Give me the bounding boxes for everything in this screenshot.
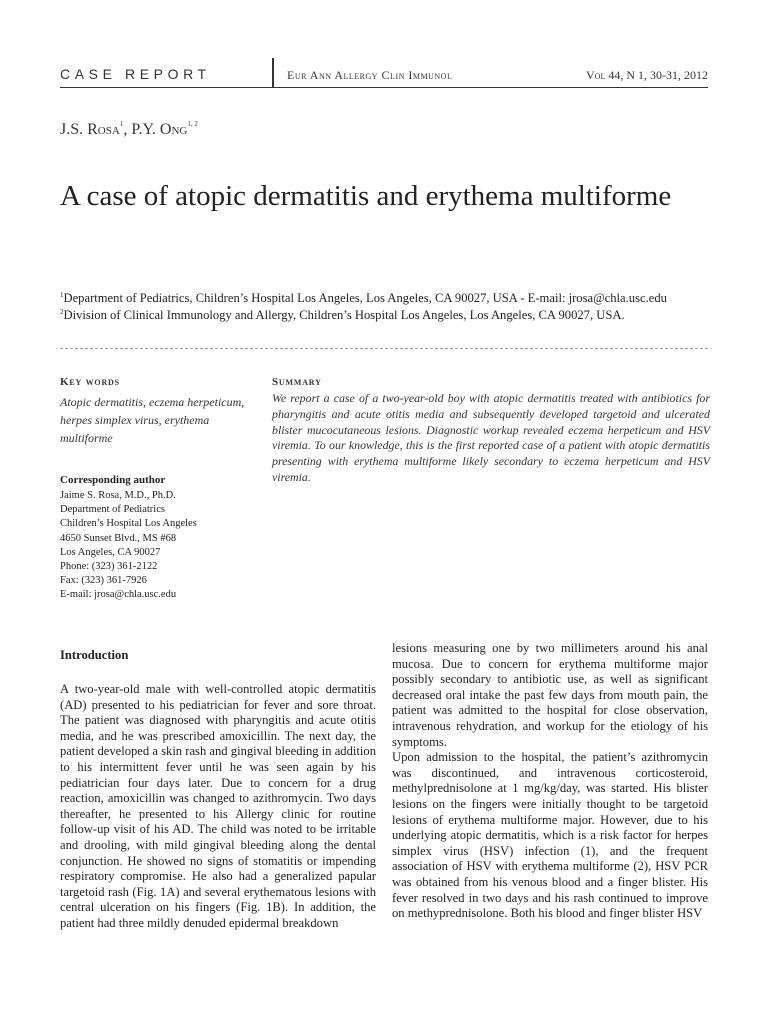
author-1: J.S. Rosa xyxy=(60,121,120,138)
corresponding-street: 4650 Sunset Blvd., MS #68 xyxy=(60,532,177,544)
corresponding-email: E-mail: jrosa@chla.usc.edu xyxy=(60,589,177,601)
section-label: CASE REPORT xyxy=(60,66,211,82)
introduction-paragraph-3: Upon admission to the hospital, the patient’s azithromycin was discontinued, and intravenous corticosteroid, methylprednisolone at 1 mg/kg/day, was started. His blister lesions on the fingers were initially thought to be targetoid lesions of erythema multiforme major. However, due to his underlying atopic dermatitis, which is a risk factor for herpes simplex virus (HSV) infection (1), and the frequent association of HSV with erythema multiforme (2), HSV PCR was obtained from his venous blood and a finger blister. His fever resolved in two days and his rash continued to improve on methyprednisolone. Both his blood and finger blister HSV xyxy=(392,750,708,921)
body-column-right xyxy=(392,641,708,922)
affiliation-1 xyxy=(60,291,667,306)
corresponding-name: Jaime S. Rosa, M.D., Ph.D. xyxy=(60,490,176,501)
corresponding-details xyxy=(60,489,197,603)
summary-heading: Summary xyxy=(272,376,322,388)
corresponding-department: Department of Pediatrics xyxy=(60,504,165,516)
author-1-affiliation: 1 xyxy=(119,120,124,128)
article-title: A case of atopic dermatitis and erythema multiforme xyxy=(60,180,672,212)
affiliation-1-text: Department of Pediatrics, Children’s Hospital Los Angeles, Los Angeles, CA 90027, USA - E-mail: jrosa@chla.usc.edu xyxy=(63,291,667,306)
affiliation-2 xyxy=(60,308,625,323)
body-column-left xyxy=(60,682,376,932)
author-line xyxy=(60,121,198,139)
corresponding-heading: Corresponding author xyxy=(60,474,166,486)
introduction-paragraph-1: A two-year-old male with well-controlled atopic dermatitis (AD) presented to his pediatrician for fever and sore throat. The patient was diagnosed with pharyngitis and acute otitis media, and he was prescribed amoxicillin. The next day, the patient developed a skin rash and gingival bleeding in addition to his intermittent fever until he was seen again by his pediatrician four days later. Due to concern for a drug reaction, amoxicillin was changed to azithromycin. Two days thereafter, he presented to his Allergy clinic for routine follow-up visit of his AD. The child was noted to be irritable and drooling, with mild gingival bleeding along the dental conjunction. He showed no signs of stomatitis or impending respiratory compromise. He also had a generalized papular targetoid rash (Fig. 1A) and several erythematous lesions with central ulceration on his fingers (Fig. 1B). In addition, the patient had three mildly denuded epidermal breakdown xyxy=(60,682,376,930)
header-divider xyxy=(272,58,274,88)
summary-text: We report a case of a two-year-old boy with atopic dermatitis treated with antibiotics for pharyngitis and acute otitis media and subsequently developed targetoid and ulcerated blister mucocutaneous lesions. Diagnostic workup revealed eczema herpeticum and HSV viremia. To our knowledge, this is the first reported case of a patient with atopic dermatitis presenting with erythema multiforme likely secondary to eczema herpeticum and HSV viremia. xyxy=(272,391,710,484)
keywords-heading: Key words xyxy=(60,376,120,388)
section-separator xyxy=(60,348,708,349)
corresponding-city: Los Angeles, CA 90027 xyxy=(60,546,161,558)
header-rule xyxy=(60,87,708,88)
affiliation-2-number: 2 xyxy=(60,308,64,316)
corresponding-phone: Phone: (323) 361-2122 xyxy=(60,561,158,573)
introduction-paragraph-2: lesions measuring one by two millimeters around his anal mucosa. Due to concern for erythema multiforme major possibly secondary to antibiotic use, as well as significant decreased oral intake the past few days from mouth pain, the patient was admitted to the hospital for close observation, intravenous rehydration, and workup for the etiology of his symptoms. xyxy=(392,641,708,749)
corresponding-institution: Children’s Hospital Los Angeles xyxy=(60,518,197,530)
author-separator: , xyxy=(123,121,132,138)
corresponding-fax: Fax: (323) 361-7926 xyxy=(60,575,147,587)
author-2-affiliation: 1, 2 xyxy=(187,120,198,128)
journal-name: Eur Ann Allergy Clin Immunol xyxy=(287,68,453,82)
affiliation-1-number: 1 xyxy=(60,291,64,299)
author-2: P.Y. Ong xyxy=(131,121,188,138)
introduction-heading: Introduction xyxy=(60,648,129,662)
affiliation-2-text: Division of Clinical Immunology and Allergy, Children’s Hospital Los Angeles, Los Angeles, CA 90027, USA. xyxy=(63,308,625,323)
keywords-text: Atopic dermatitis, eczema herpeticum, herpes simplex virus, erythema multiforme xyxy=(60,395,245,445)
volume-info: Vol 44, N 1, 30-31, 2012 xyxy=(586,68,708,82)
